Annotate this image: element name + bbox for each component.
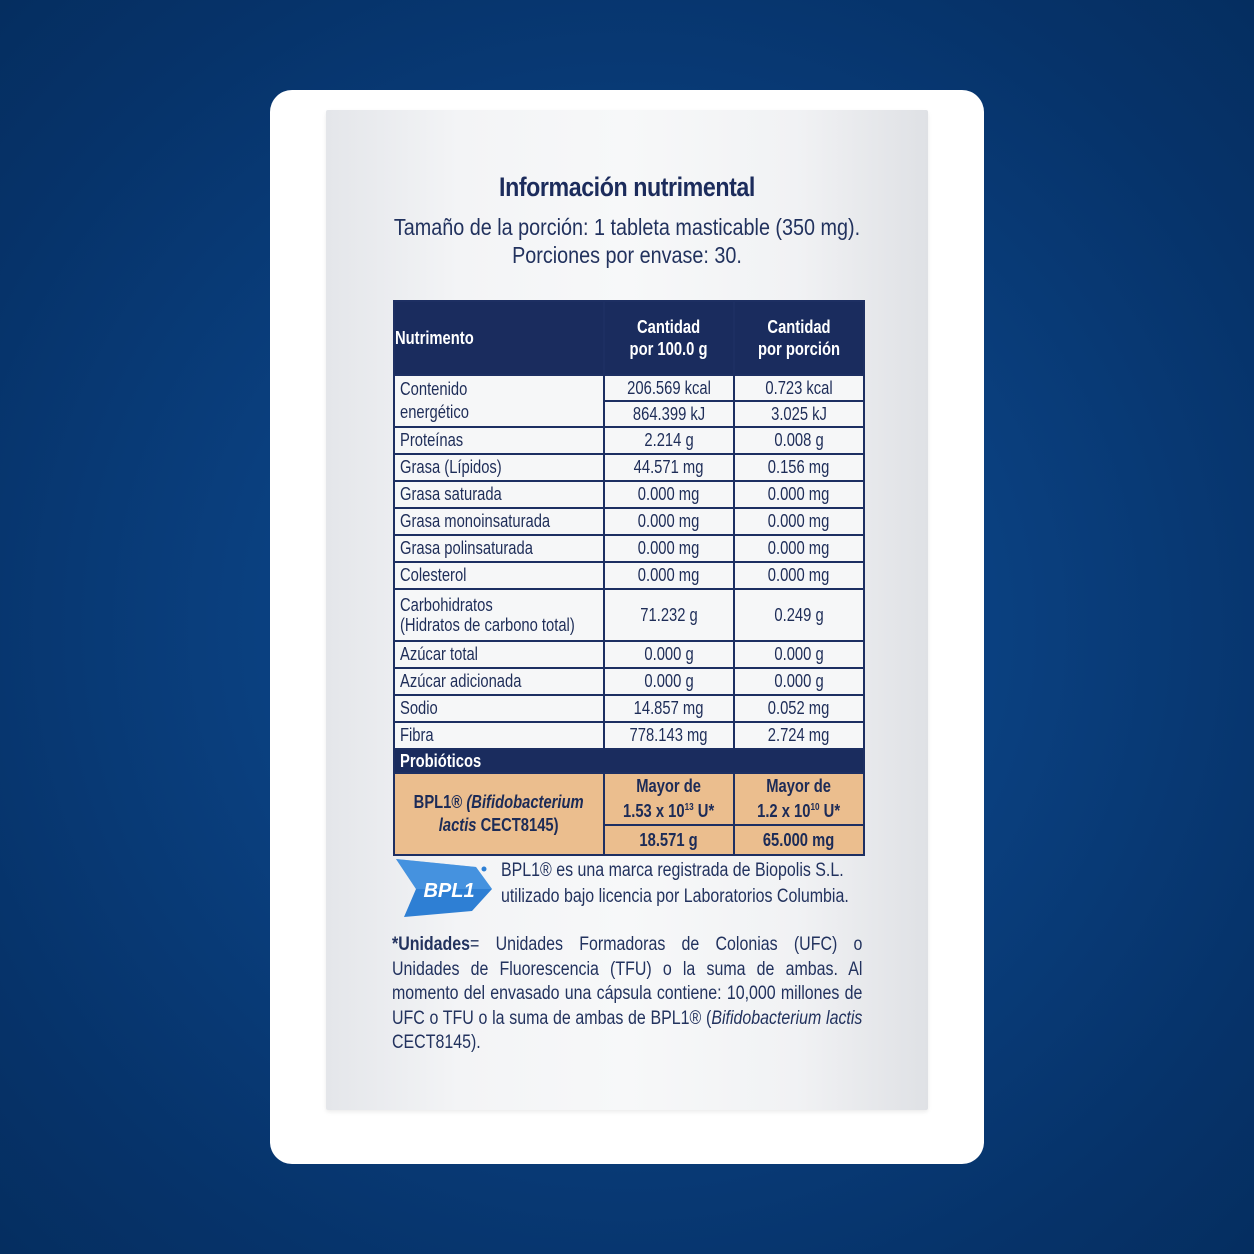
energy-label: Contenido energético — [394, 375, 604, 427]
row-value-serving: 0.000 mg — [734, 562, 864, 589]
table-row — [394, 375, 864, 401]
row-label: Grasa monoinsaturada — [394, 508, 604, 535]
row-value-serving: 0.000 g — [734, 668, 864, 695]
row-value-100g: 0.000 g — [604, 641, 734, 668]
row-label: Sodio — [394, 695, 604, 722]
row-value-100g: 0.000 g — [604, 668, 734, 695]
header-per-serving: Cantidad por porción — [734, 301, 864, 375]
energy-kj-100g: 864.399 kJ — [604, 401, 734, 427]
carbs-serving: 0.249 g — [734, 589, 864, 641]
bpl-count-serving: Mayor de 1.2 x $10^{10}$ U* — [734, 773, 864, 825]
row-value-serving: 0.000 g — [734, 641, 864, 668]
table-row — [394, 562, 864, 589]
header-per-100g: Cantidad por 100.0 g — [604, 301, 734, 375]
row-label: Colesterol — [394, 562, 604, 589]
row-value-serving: 2.724 mg — [734, 722, 864, 749]
bpl-row — [394, 773, 864, 825]
nutrition-label — [326, 110, 928, 1110]
table-row — [394, 535, 864, 562]
header-nutrient: Nutrimento — [394, 301, 604, 375]
row-label: Grasa polinsaturada — [394, 535, 604, 562]
row-value-serving: 0.000 mg — [734, 535, 864, 562]
label-title: Información nutrimental — [499, 172, 755, 202]
servings-per-container: Porciones por envase: 30. — [512, 242, 742, 268]
row-value-serving: 0.008 g — [734, 427, 864, 454]
table-row — [394, 508, 864, 535]
energy-kj-serving: 3.025 kJ — [734, 401, 864, 427]
energy-kcal-100g: 206.569 kcal — [604, 375, 734, 401]
bpl-mass-100g: 18.571 g — [604, 825, 734, 855]
row-label: Azúcar adicionada — [394, 668, 604, 695]
carbs-100g: 71.232 g — [604, 589, 734, 641]
row-value-100g: 14.857 mg — [604, 695, 734, 722]
row-label: Grasa saturada — [394, 481, 604, 508]
probiotics-header — [394, 749, 864, 773]
row-label: Azúcar total — [394, 641, 604, 668]
table-row — [394, 454, 864, 481]
bpl-label: BPL1® (Bifidobacterium lactis CECT8145) — [394, 773, 604, 855]
table-header — [394, 301, 864, 375]
table-row — [394, 427, 864, 454]
energy-kcal-serving: 0.723 kcal — [734, 375, 864, 401]
bpl-mass-serving: 65.000 mg — [734, 825, 864, 855]
row-label: Proteínas — [394, 427, 604, 454]
trademark-note: BPL1® es una marca registrada de Biopolis S.L. utilizado bajo licencia por Laboratorios Columbia. — [501, 860, 849, 907]
nutrition-table — [393, 300, 865, 856]
product-card — [270, 90, 984, 1164]
bpl-count-100g: Mayor de 1.53 x $10^{13}$ U* — [604, 773, 734, 825]
row-value-serving: 0.052 mg — [734, 695, 864, 722]
row-value-serving: 0.000 mg — [734, 508, 864, 535]
row-value-100g: 0.000 mg — [604, 562, 734, 589]
row-value-100g: 0.000 mg — [604, 508, 734, 535]
table-row — [394, 695, 864, 722]
table-row — [394, 722, 864, 749]
row-value-serving: 0.000 mg — [734, 481, 864, 508]
svg-text:BPL1: BPL1 — [423, 880, 475, 902]
row-label: Grasa (Lípidos) — [394, 454, 604, 481]
table-row — [394, 481, 864, 508]
row-value-100g: 2.214 g — [604, 427, 734, 454]
row-value-100g: 0.000 mg — [604, 535, 734, 562]
units-footnote: *Unidades= Unidades Formadoras de Colonias (UFC) o Unidades de Fluorescencia (TFU) o la suma de ambas. Al momento del envasado una cápsula contiene: 10,000 millones de UFC o TFU o la suma de ambas de BPL1® (Bifidobacterium lactis CECT8145). — [392, 934, 863, 1053]
row-value-100g: 778.143 mg — [604, 722, 734, 749]
table-row — [394, 589, 864, 641]
row-value-100g: 0.000 mg — [604, 481, 734, 508]
row-value-serving: 0.156 mg — [734, 454, 864, 481]
probiotics-label: Probióticos — [394, 749, 864, 773]
table-row — [394, 668, 864, 695]
carbs-label: Carbohidratos (Hidratos de carbono total) — [394, 589, 604, 641]
row-value-100g: 44.571 mg — [604, 454, 734, 481]
table-row — [394, 641, 864, 668]
row-label: Fibra — [394, 722, 604, 749]
serving-size: Tamaño de la porción: 1 tableta masticable (350 mg). — [393, 214, 861, 240]
bpl1-logo — [394, 855, 494, 919]
